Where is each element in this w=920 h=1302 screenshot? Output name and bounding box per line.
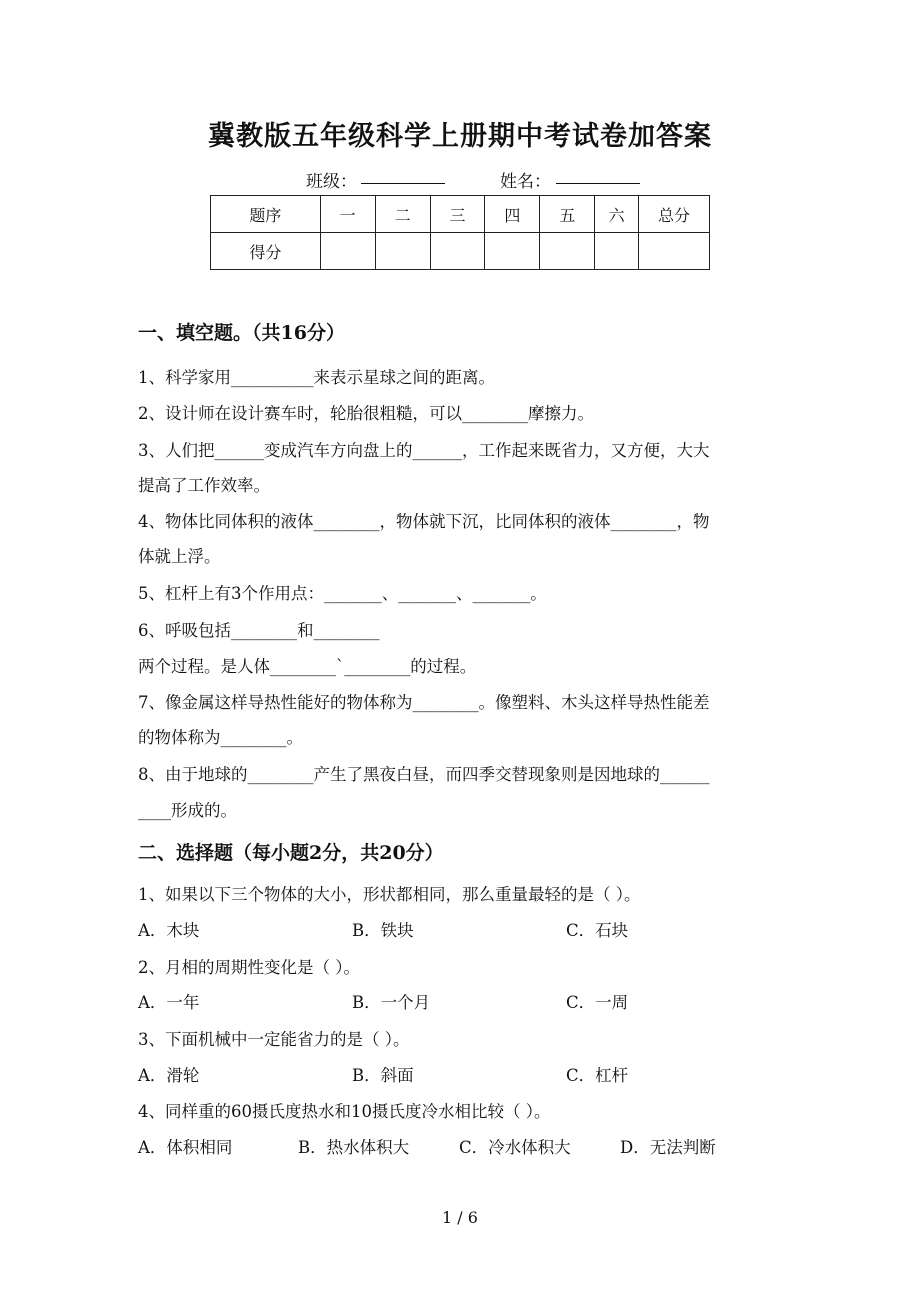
page-title: 冀教版五年级科学上册期中考试卷加答案: [208, 121, 712, 152]
choice-option[interactable]: C．一周: [566, 993, 629, 1012]
choice-option[interactable]: A．一年: [138, 993, 200, 1012]
fill-question-line: 8、由于地球的________产生了黑夜白昼，而四季交替现象则是因地球的______: [138, 765, 710, 784]
fill-question-line: 2、设计师在设计赛车时，轮胎很粗糙，可以________摩擦力。: [138, 404, 594, 423]
fill-question-line: 体就上浮。: [138, 547, 221, 566]
section2-heading: 二、选择题（每小题2分，共20分）: [138, 842, 444, 864]
choice-option[interactable]: B．热水体积大: [298, 1138, 410, 1157]
fill-question-line: ____形成的。: [138, 801, 237, 820]
score-header-cell: 总分: [639, 196, 710, 233]
choice-question-stem: 2、月相的周期性变化是（ ）。: [138, 958, 360, 977]
fill-question-line: 1、科学家用__________来表示星球之间的距离。: [138, 368, 495, 387]
fill-question-line: 两个过程。是人体________`________的过程。: [138, 657, 477, 676]
class-label: 班级：: [306, 172, 357, 192]
fill-question-line: 5、杠杆上有3个作用点：_______、_______、_______。: [138, 584, 547, 603]
score-row-label: 得分: [211, 233, 321, 270]
page-number: 1 / 6: [442, 1208, 478, 1227]
name-blank[interactable]: [556, 165, 640, 186]
class-blank[interactable]: [361, 165, 445, 186]
score-cell[interactable]: [595, 233, 639, 270]
choice-option[interactable]: B．斜面: [352, 1066, 414, 1085]
choice-option[interactable]: A．体积相同: [138, 1138, 233, 1157]
score-cell[interactable]: [540, 233, 595, 270]
choice-option[interactable]: D．无法判断: [620, 1138, 716, 1157]
fill-question-line: 4、物体比同体积的液体________，物体就下沉，比同体积的液体________，物: [138, 512, 710, 531]
fill-question-line: 3、人们把______变成汽车方向盘上的______，工作起来既省力，又方便，大大: [138, 441, 710, 460]
fill-question-line: 的物体称为________。: [138, 728, 303, 747]
choice-option[interactable]: B．一个月: [352, 993, 431, 1012]
score-header-cell: 题序: [211, 196, 321, 233]
name-label: 姓名：: [500, 172, 551, 192]
choice-option[interactable]: C．石块: [566, 921, 629, 940]
score-header-cell: 六: [595, 196, 639, 233]
score-cell[interactable]: [430, 233, 485, 270]
fill-question-line: 6、呼吸包括________和________: [138, 621, 380, 640]
choice-option[interactable]: A．木块: [138, 921, 200, 940]
score-table-header-row: [211, 196, 710, 233]
score-table-score-row: [211, 233, 710, 270]
section1-heading: 一、填空题。（共16分）: [138, 322, 345, 344]
score-header-cell: 三: [430, 196, 485, 233]
choice-option[interactable]: B．铁块: [352, 921, 414, 940]
choice-option[interactable]: A．滑轮: [138, 1066, 200, 1085]
score-cell[interactable]: [639, 233, 710, 270]
score-cell[interactable]: [375, 233, 430, 270]
score-table: [210, 195, 710, 270]
score-cell[interactable]: [320, 233, 375, 270]
choice-question-stem: 3、下面机械中一定能省力的是（ ）。: [138, 1030, 410, 1049]
score-cell[interactable]: [485, 233, 540, 270]
choice-option[interactable]: C．杠杆: [566, 1066, 629, 1085]
choice-question-stem: 1、如果以下三个物体的大小，形状都相同，那么重量最轻的是（ ）。: [138, 885, 641, 904]
choice-option[interactable]: C．冷水体积大: [459, 1138, 571, 1157]
score-header-cell: 二: [375, 196, 430, 233]
score-header-cell: 五: [540, 196, 595, 233]
score-header-cell: 四: [485, 196, 540, 233]
choice-question-stem: 4、同样重的60摄氏度热水和10摄氏度冷水相比较（ ）。: [138, 1102, 551, 1121]
fill-question-line: 7、像金属这样导热性能好的物体称为________。像塑料、木头这样导热性能差: [138, 693, 710, 712]
score-header-cell: 一: [320, 196, 375, 233]
fill-question-line: 提高了工作效率。: [138, 476, 270, 495]
